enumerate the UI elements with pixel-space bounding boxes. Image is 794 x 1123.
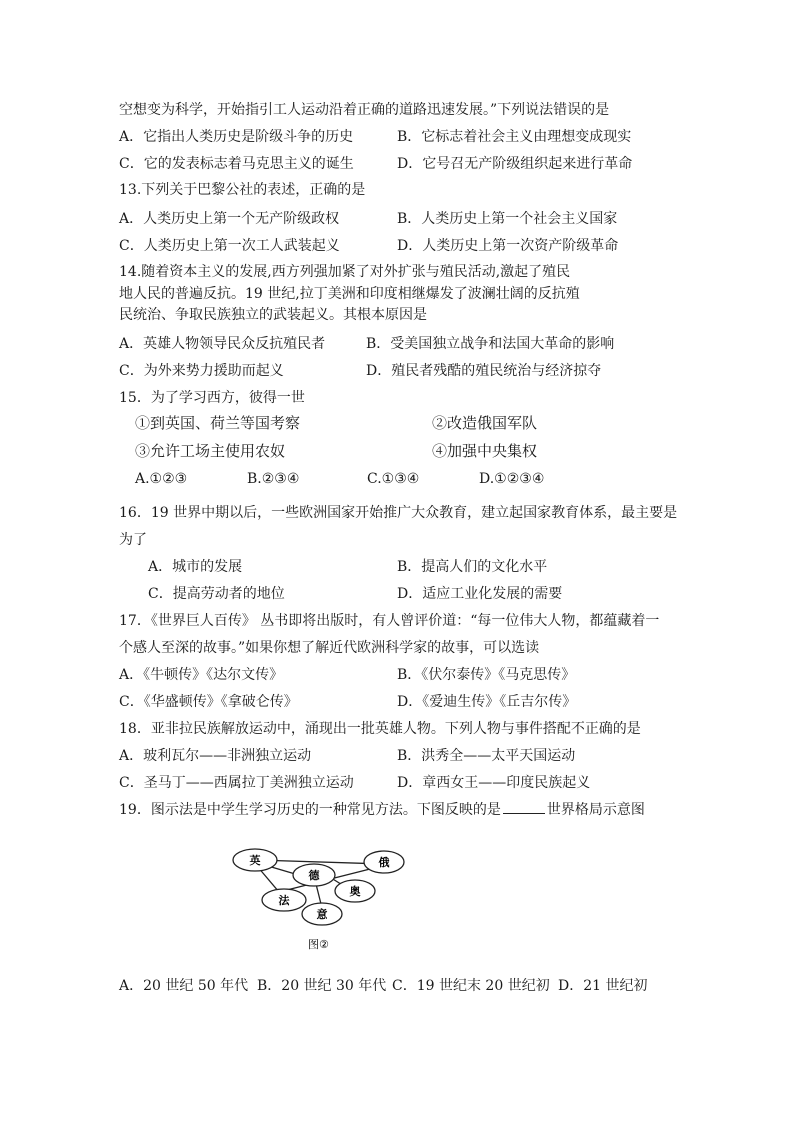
q14-stem-line1: 14.随着资本主义的发展,西方列强加紧了对外扩张与殖民活动,激起了殖民: [119, 264, 571, 280]
diagram-caption: 图②: [308, 938, 329, 951]
q13-option-d[interactable]: D．人类历史上第一次资产阶级革命: [397, 238, 619, 254]
q15-statement-4: ④加强中央集权: [432, 442, 538, 460]
q19-option-c[interactable]: C．19 世纪末 20 世纪初: [392, 978, 550, 994]
power-alliance-diagram: [224, 840, 414, 960]
q13-option-c[interactable]: C．人类历史上第一次工人武装起义: [119, 238, 340, 254]
answer-blank[interactable]: [503, 799, 545, 814]
q18-option-d[interactable]: D．章西女王——印度民族起义: [397, 775, 591, 791]
q12-option-d[interactable]: D．它号召无产阶级组织起来进行革命: [397, 156, 633, 172]
q17-stem-line1: 17．《世界巨人百传》 丛书即将出版时，有人曾评价道：“每一位伟大人物，都蕴藏着一: [119, 613, 660, 629]
q19-stem-tail: 世界格局示意图: [546, 802, 645, 818]
node-ru-label: 俄: [378, 856, 390, 869]
edge-de-it: [316, 884, 321, 904]
q18-option-b[interactable]: B．洪秀全——太平天国运动: [397, 748, 576, 764]
q14-stem-line3: 民统治、争取民族独立的武装起义。其根本原因是: [119, 307, 427, 323]
q19-option-b[interactable]: B．20 世纪 30 年代: [257, 978, 387, 994]
node-fr-label: 法: [278, 894, 290, 907]
q15-option-c[interactable]: C.①③④: [367, 471, 420, 487]
q17-stem-line2: 个感人至深的故事。”如果你想了解近代欧洲科学家的故事，可以选读: [119, 640, 540, 656]
q15-statement-2: ②改造俄国军队: [432, 414, 538, 432]
q19-option-a[interactable]: A．20 世纪 50 年代: [119, 978, 249, 994]
q15-option-a[interactable]: A.①②③: [135, 471, 188, 487]
q19-option-d[interactable]: D．21 世纪初: [558, 978, 648, 994]
q15-statement-3: ③允许工场主使用农奴: [135, 442, 286, 460]
q15-option-d[interactable]: D.①②③④: [479, 471, 545, 487]
node-it-label: 意: [316, 908, 328, 921]
q14-option-d[interactable]: D．殖民者残酷的殖民统治与经济掠夺: [366, 363, 602, 379]
q17-option-d[interactable]: D．《爱迪生传》《丘吉尔传》: [397, 694, 577, 710]
q14-stem-line2: 地人民的普遍反抗。19 世纪,拉丁美洲和印度相继爆发了波澜壮阔的反抗殖: [119, 286, 580, 302]
q18-option-a[interactable]: A．玻利瓦尔——非洲独立运动: [119, 748, 312, 764]
q13-option-b[interactable]: B．人类历史上第一个社会主义国家: [397, 211, 618, 227]
q18-option-c[interactable]: C．圣马丁——西属拉丁美洲独立运动: [119, 775, 354, 791]
q15-stem: 15．为了学习西方，彼得一世: [119, 390, 305, 406]
q19-stem-text: 19．图示法是中学生学习历史的一种常见方法。下图反映的是: [119, 802, 501, 818]
node-uk-label: 英: [249, 854, 261, 867]
q19-stem: [119, 799, 645, 820]
q17-option-a[interactable]: A．《牛顿传》《达尔文传》: [119, 667, 284, 683]
q14-option-b[interactable]: B．受美国独立战争和法国大革命的影响: [366, 336, 615, 352]
q16-option-d[interactable]: D．适应工业化发展的需要: [397, 586, 563, 602]
q18-stem: 18．亚非拉民族解放运动中，涌现出一批英雄人物。下列人物与事件搭配不正确的是: [119, 721, 641, 737]
node-de-label: 德: [308, 869, 320, 882]
q16-option-c[interactable]: C．提高劳动者的地位: [148, 586, 285, 602]
q14-option-a[interactable]: A．英雄人物领导民众反抗殖民者: [119, 336, 326, 352]
q17-option-b[interactable]: B．《伏尔泰传》《马克思传》: [397, 667, 576, 683]
q16-stem-line1: 16．19 世界中期以后，一些欧洲国家开始推广大众教育，建立起国家教育体系，最主要是: [119, 505, 678, 521]
q16-stem-line2: 为了: [119, 532, 147, 548]
node-at-label: 奥: [349, 885, 361, 898]
diagram-svg: [224, 840, 414, 960]
q17-option-c[interactable]: C．《华盛顿传》《拿破仑传》: [119, 694, 298, 710]
q13-option-a[interactable]: A．人类历史上第一个无产阶级政权: [119, 211, 340, 227]
q12-stem-tail: 空想变为科学，开始指引工人运动沿着正确的道路迅速发展。”下列说法错误的是: [119, 102, 610, 118]
q13-stem: 13.下列关于巴黎公社的表述，正确的是: [119, 182, 366, 198]
q12-option-b[interactable]: B．它标志着社会主义由理想变成现实: [397, 129, 632, 145]
q15-statement-1: ①到英国、荷兰等国考察: [135, 414, 301, 432]
q12-option-a[interactable]: A．它指出人类历史是阶级斗争的历史: [119, 129, 354, 145]
q12-option-c[interactable]: C．它的发表标志着马克思主义的诞生: [119, 156, 354, 172]
q14-option-c[interactable]: C．为外来势力援助而起义: [119, 363, 284, 379]
q16-option-a[interactable]: A．城市的发展: [148, 559, 243, 575]
q15-option-b[interactable]: B.②③④: [247, 471, 300, 487]
q16-option-b[interactable]: B．提高人们的文化水平: [397, 559, 548, 575]
